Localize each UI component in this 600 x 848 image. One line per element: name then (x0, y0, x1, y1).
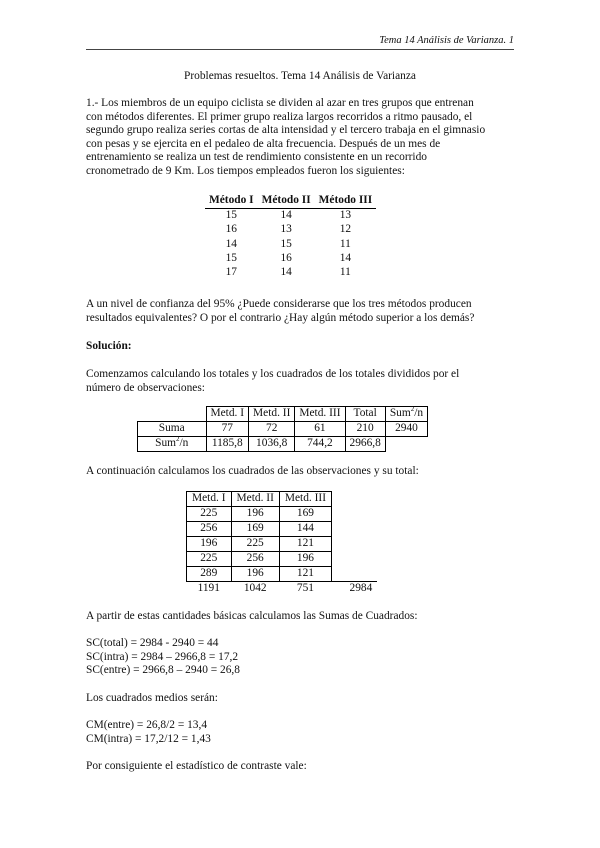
cell: 1036,8 (249, 437, 295, 452)
cell: 169 (279, 507, 331, 522)
running-header: Tema 14 Análisis de Varianza. 1 (379, 35, 514, 46)
column-header: Metd. I (187, 492, 232, 507)
cell: 121 (279, 567, 331, 582)
page-title: Problemas resueltos. Tema 14 Análisis de Varianza (184, 70, 416, 82)
problem-line: 1.- Los miembros de un equipo ciclista se dividen al azar en tres grupos que entrenan (86, 97, 474, 109)
intro-line: Comenzamos calculando los totales y los cuadrados de los totales divididos por el (86, 368, 460, 380)
grand-total-cell: 2984 (332, 582, 378, 597)
problem-line: con pesas y se ejercita en el pedaleo de alta frecuencia. Después de un mes de (86, 137, 441, 150)
cell: 15 (280, 237, 292, 250)
cell: 11 (339, 266, 351, 279)
cell: 15 (225, 251, 237, 264)
cm-intro: Los cuadrados medios serán: (86, 692, 218, 704)
cell: 256 (231, 552, 279, 567)
label-text: Sum (155, 437, 176, 450)
header-text: Sum (389, 407, 411, 420)
column-header: Metd. I (206, 407, 249, 422)
cell: 196 (231, 567, 279, 582)
table-row (187, 522, 378, 537)
intro-line: número de observaciones: (86, 381, 205, 394)
question-line: resultados equivalentes? O por el contrario ¿Hay algún método superior a los demás? (86, 311, 475, 324)
row-label (138, 437, 207, 452)
cell: 196 (187, 537, 232, 552)
final-text: Por consiguiente el estadístico de contraste vale: (86, 760, 307, 772)
cell: 121 (279, 537, 331, 552)
cell: 14 (339, 251, 352, 264)
totals-row (187, 582, 378, 597)
column-header (385, 407, 427, 422)
superscript: 2 (410, 405, 415, 414)
table-row (205, 266, 376, 280)
cell: 256 (187, 522, 232, 537)
cell: 17 (225, 266, 237, 279)
table-row (187, 567, 378, 582)
squares-intro: A continuación calculamos los cuadrados de las observaciones y su total: (86, 465, 419, 477)
header-rule (86, 49, 514, 50)
column-header: Metd. II (249, 407, 295, 422)
row-label: Suma (138, 422, 207, 437)
column-header: Método I (205, 194, 258, 209)
formula-line: CM(intra) = 17,2/12 = 1,43 (86, 732, 211, 745)
cell: 15 (225, 209, 237, 222)
cell: 61 (295, 422, 345, 437)
table-row (187, 537, 378, 552)
solution-intro (86, 368, 516, 395)
cell: 13 (280, 223, 292, 236)
cell: 169 (231, 522, 279, 537)
cell: 14 (225, 237, 237, 250)
times-table (205, 194, 376, 280)
column-header: Metd. III (295, 407, 345, 422)
column-header: Metd. III (279, 492, 331, 507)
cell: 744,2 (295, 437, 345, 452)
problem-line: segundo grupo realiza series cortas de alta intensidad y el tercero trabaja en el gimnasio (86, 124, 486, 137)
table-row (205, 237, 376, 251)
column-header: Método II (258, 194, 315, 209)
cell: 14 (280, 266, 292, 279)
total-cell: 751 (279, 582, 331, 597)
empty-cell (138, 407, 207, 422)
question-line: A un nivel de confianza del 95% ¿Puede considerarse que los tres métodos producen (86, 298, 472, 310)
problem-line: cronometrado de 9 Km. Los tiempos empleados fueron los siguientes: (86, 164, 405, 177)
superscript: 2 (176, 435, 180, 444)
cell: 14 (280, 209, 292, 222)
table-row (138, 422, 428, 437)
cell: 196 (279, 552, 331, 567)
cell: 1185,8 (206, 437, 249, 452)
cell: 2966,8 (345, 437, 385, 452)
table-row (138, 437, 428, 452)
formula-line: SC(entre) = 2966,8 – 2940 = 26,8 (86, 664, 240, 677)
cm-formulas (86, 719, 516, 746)
cell: 225 (187, 552, 232, 567)
cell: 16 (225, 223, 237, 236)
cell: 196 (231, 507, 279, 522)
total-cell: 1191 (187, 582, 232, 597)
column-header: Método III (315, 194, 376, 209)
table-row (205, 252, 376, 266)
cell: 13 (339, 209, 352, 222)
cell: 72 (249, 422, 295, 437)
formula-line: CM(entre) = 26,8/2 = 13,4 (86, 719, 208, 731)
column-header: Metd. II (231, 492, 279, 507)
table-row (205, 209, 376, 224)
question (86, 298, 516, 325)
problem-line: entrenamiento se realiza un test de rendimiento consistente en un recorrido (86, 151, 427, 164)
cell: 210 (345, 422, 385, 437)
totals-table (137, 406, 428, 452)
cell: 2940 (385, 422, 427, 437)
cell: 77 (206, 422, 249, 437)
table-row (187, 507, 378, 522)
problem-statement (86, 97, 516, 179)
empty-cell (385, 437, 427, 452)
cell: 289 (187, 567, 232, 582)
cell: 12 (339, 223, 352, 236)
label-text: /n (179, 437, 189, 450)
sc-intro: A partir de estas cantidades básicas calculamos las Sumas de Cuadrados: (86, 610, 418, 622)
cell: 16 (280, 251, 292, 264)
table-row (205, 223, 376, 237)
cell: 11 (339, 237, 351, 250)
cell: 144 (279, 522, 331, 537)
sc-formulas (86, 637, 516, 678)
table-row (187, 552, 378, 567)
cell: 225 (231, 537, 279, 552)
total-cell: 1042 (231, 582, 279, 597)
problem-line: con métodos diferentes. El primer grupo realiza largos recorridos a ritmo pausado, el (86, 110, 473, 123)
solution-heading: Solución: (86, 340, 132, 352)
column-header: Total (345, 407, 385, 422)
header-text: /n (414, 407, 424, 420)
squares-table (186, 491, 377, 596)
formula-line: SC(total) = 2984 - 2940 = 44 (86, 637, 219, 649)
formula-line: SC(intra) = 2984 – 2966,8 = 17,2 (86, 650, 239, 663)
cell: 225 (187, 507, 232, 522)
